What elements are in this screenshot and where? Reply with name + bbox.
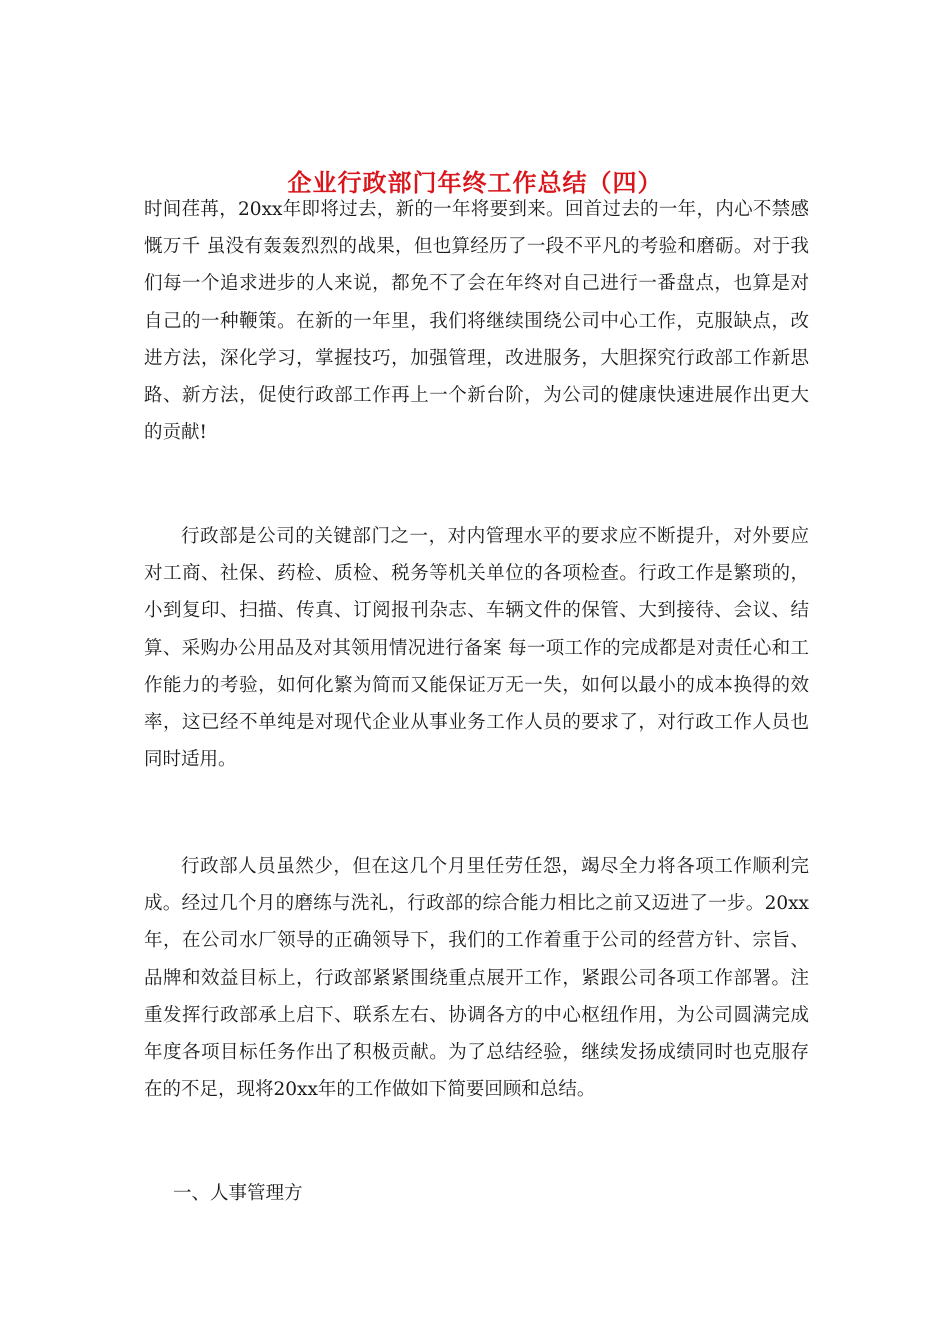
paragraph-department-role: 行政部是公司的关键部门之一，对内管理水平的要求应不断提升，对外要应对工商、社保、药检、质检、税务等机关单位的各项检查。行政工作是繁琐的，小到复印、扫描、传真、订阅报刊杂志、车辆文件的保管、大到接待、会议、结算、采购办公用品及对其领用情况进行备案 每一项工作的完成都是对责任心和工作能力的考验，如何化繁为简而又能保证万无一失，如何以最小的成本换得的效率，这已经不单纯是对现代企业从事业务工作人员的要求了，对行政工作人员也同时适用。 (144, 526, 809, 771)
section-heading-personnel: 一、人事管理方 (173, 1183, 303, 1204)
paragraph-intro: 时间荏苒，20xx年即将过去，新的一年将要到来。回首过去的一年，内心不禁感慨万千 虽没有轰轰烈烈的战果，但也算经历了一段不平凡的考验和磨砺。对于我们每一个追求进步的人来说，都免不了会在年终对自己进行一番盘点，也算是对自己的一种鞭策。在新的一年里，我们将继续围绕公司中心工作，克服缺点，改进方法，深化学习，掌握技巧，加强管理，改进服务，大胆探究行政部工作新思路、新方法，促使行政部工作再上一个新台阶，为公司的健康快速进展作出更大的贡献! (144, 199, 809, 444)
paragraph-annual-work: 行政部人员虽然少，但在这几个月里任劳任怨，竭尽全力将各项工作顺利完成。经过几个月的磨练与洗礼，行政部的综合能力相比之前又迈进了一步。20xx年，在公司水厂领导的正确领导下，我们的工作着重于公司的经营方针、宗旨、品牌和效益目标上，行政部紧紧围绕重点展开工作，紧跟公司各项工作部署。注重发挥行政部承上启下、联系左右、协调各方的中心枢纽作用，为公司圆满完成年度各项目标任务作出了积极贡献。为了总结经验，继续发扬成绩同时也克服存在的不足，现将20xx年的工作做如下简要回顾和总结。 (144, 856, 809, 1101)
document-title: 企业行政部门年终工作总结（四） (287, 168, 663, 198)
